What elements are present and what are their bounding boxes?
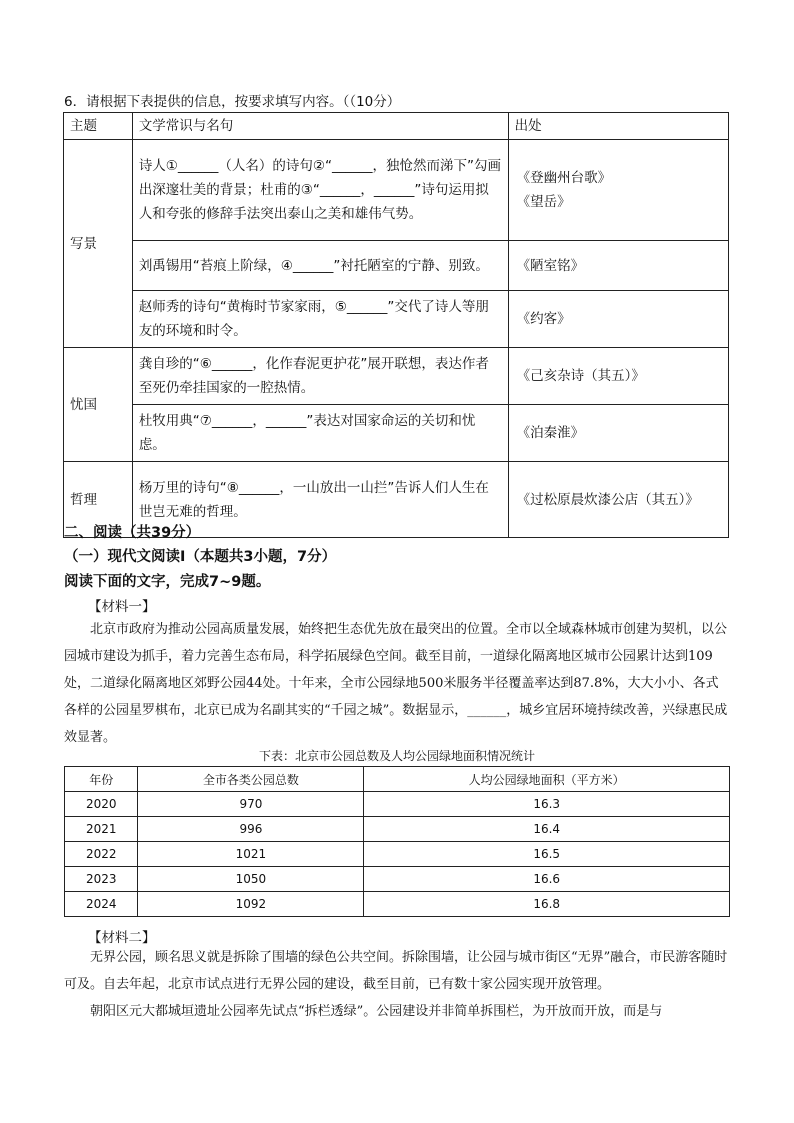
material-2-paragraph: 朝阳区元大都城垣遗址公园率先试点“拆栏透绿”。公园建设并非简单拆围栏，为开放而开放，而是与 [90, 1004, 663, 1019]
question-6-prompt: 6．请根据下表提供的信息，按要求填写内容。（（10分） [64, 94, 401, 110]
theme-cell: 忧国 [64, 348, 133, 462]
material-1-paragraph: 北京市政府为推动公园高质量发展，始终把生态优先放在最突出的位置。全市以全域森林城市创建为契机，以公园城市建设为抓手，着力完善生态布局，科学拓展绿色空间。截至目前，一道绿化隔离地区城市公园累计达到109处，二道绿化隔离地区郊野公园44处。十年来，全市公园绿地500米服务半径覆盖率达到87.8%，大大小小、各式各样的公园星罗棋布，北京已成为名副其实的“千园之城”。数据显示，______，城乡宜居环境持续改善，兴绿惠民成效显著。 [64, 622, 728, 745]
header-park-count: 全市各类公园总数 [138, 767, 364, 792]
table-row [64, 241, 729, 291]
knowledge-cell: 杨万里的诗句“⑧______，一山放出一山拦”告诉人们人生在世岂无难的哲理。 [132, 462, 508, 538]
knowledge-cell: 刘禹锡用“苔痕上阶绿，④______”衬托陋室的宁静、别致。 [132, 241, 508, 291]
green-area-cell: 16.4 [364, 817, 730, 842]
source-cell: 《泊秦淮》 [508, 405, 728, 462]
header-green-area: 人均公园绿地面积（平方米） [364, 767, 730, 792]
section-subtitle: （一）现代文阅读I（本题共3小题，7分） [64, 549, 337, 565]
theme-cell: 写景 [64, 140, 133, 348]
table-row [64, 348, 729, 405]
table-row [65, 817, 730, 842]
park-count-cell: 1092 [138, 892, 364, 917]
park-count-cell: 996 [138, 817, 364, 842]
header-source: 出处 [508, 113, 728, 140]
table-row [65, 867, 730, 892]
park-count-cell: 1021 [138, 842, 364, 867]
header-theme: 主题 [64, 113, 133, 140]
material-2-paragraph: 无界公园，顾名思义就是拆除了围墙的绿色公共空间。拆除围墙，让公园与城市街区“无界”融合，市民游客随时可及。自去年起，北京市试点进行无界公园的建设，截至目前，已有数十家公园实现开放管理。 [64, 950, 728, 992]
table-row [65, 842, 730, 867]
theme-cell: 哲理 [64, 462, 133, 538]
header-knowledge: 文学常识与名句 [132, 113, 508, 140]
source-cell: 《登幽州台歌》 《望岳》 [508, 140, 728, 241]
table-row [64, 405, 729, 462]
table-header-row [64, 113, 729, 140]
header-year: 年份 [65, 767, 138, 792]
material-1-body [64, 616, 730, 751]
source-cell: 《过松原晨炊漆公店（其五）》 [508, 462, 728, 538]
source-cell: 《己亥杂诗（其五）》 [508, 348, 728, 405]
green-area-cell: 16.3 [364, 792, 730, 817]
source-cell: 《约客》 [508, 291, 728, 348]
knowledge-cell: 龚自珍的“⑥______，化作春泥更护花”展开联想，表达作者至死仍牵挂国家的一腔热情。 [132, 348, 508, 405]
table-row [64, 291, 729, 348]
knowledge-cell: 赵师秀的诗句“黄梅时节家家雨，⑤______”交代了诗人等朋友的环境和时令。 [132, 291, 508, 348]
green-area-cell: 16.5 [364, 842, 730, 867]
table-header-row [65, 767, 730, 792]
year-cell: 2023 [65, 867, 138, 892]
year-cell: 2021 [65, 817, 138, 842]
table-row [65, 892, 730, 917]
section-title: 二、阅读（共39分） [64, 525, 201, 541]
park-count-cell: 970 [138, 792, 364, 817]
year-cell: 2022 [65, 842, 138, 867]
literature-table [63, 112, 729, 538]
material-2-body [64, 944, 730, 1025]
material-1-label: 【材料一】 [88, 599, 156, 615]
table-row [65, 792, 730, 817]
table-caption: 下表：北京市公园总数及人均公园绿地面积情况统计 [258, 749, 535, 763]
green-area-cell: 16.6 [364, 867, 730, 892]
park-statistics-table [64, 766, 730, 917]
material-2-label: 【材料二】 [88, 930, 156, 946]
table-row [64, 140, 729, 241]
knowledge-cell: 诗人①______（人名）的诗句②“______，独怆然而涕下”勾画出深邃壮美的背景；杜甫的③“______，______”诗句运用拟人和夸张的修辞手法突出泰山之美和雄伟气势。 [132, 140, 508, 241]
park-count-cell: 1050 [138, 867, 364, 892]
green-area-cell: 16.8 [364, 892, 730, 917]
knowledge-cell: 杜牧用典“⑦______，______”表达对国家命运的关切和忧虑。 [132, 405, 508, 462]
year-cell: 2024 [65, 892, 138, 917]
year-cell: 2020 [65, 792, 138, 817]
source-cell: 《陋室铭》 [508, 241, 728, 291]
section-instruction: 阅读下面的文字，完成7~9题。 [64, 574, 271, 590]
